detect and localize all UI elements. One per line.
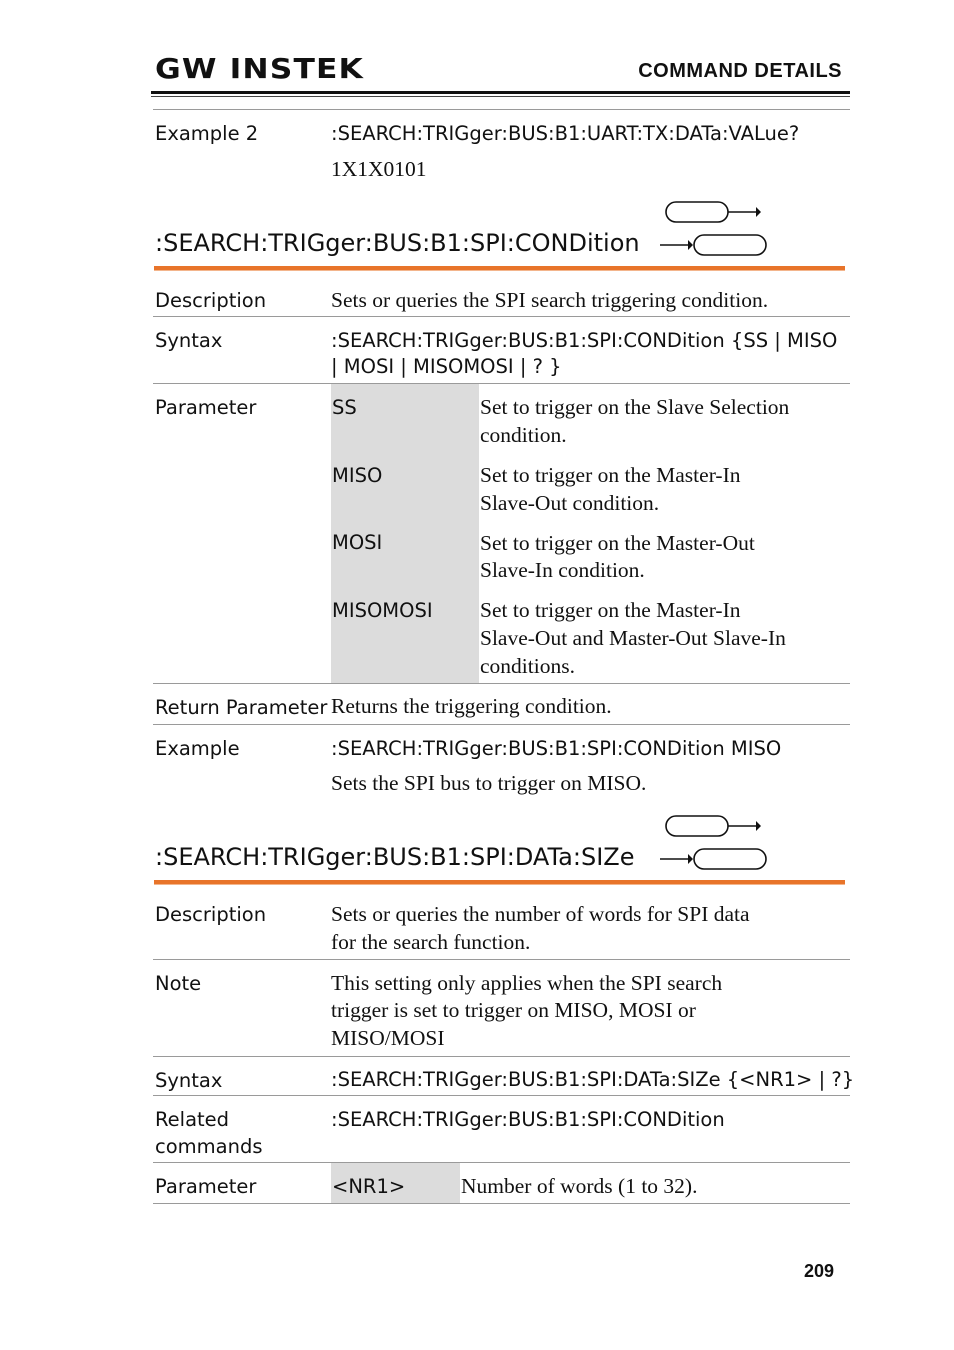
param-description: Set to trigger on the Slave Selection [480, 395, 790, 419]
divider [153, 1095, 850, 1096]
command-title-data-size: :SEARCH:TRIGger:BUS:B1:SPI:DATa:SIZe [155, 843, 635, 871]
param-description: Slave-Out and Master-Out Slave-In [480, 626, 786, 650]
param-description: Slave-In condition. [480, 558, 645, 582]
example-label: Example [155, 737, 240, 760]
divider [153, 1162, 850, 1163]
syntax-line-1: :SEARCH:TRIGger:BUS:B1:SPI:CONDition {SS | MISO [331, 329, 838, 352]
set-query-icons [660, 814, 770, 874]
parameter-label: Parameter [155, 1175, 257, 1198]
param-description: condition. [480, 423, 567, 447]
divider [153, 683, 850, 684]
related-command: :SEARCH:TRIGger:BUS:B1:SPI:CONDition [331, 1108, 725, 1131]
param-name: <NR1> [332, 1175, 406, 1198]
divider [153, 959, 850, 960]
note-text: This setting only applies when the SPI search [331, 971, 723, 995]
param-name: MISO [332, 464, 383, 487]
return-parameter-label: Return Parameter [155, 696, 328, 719]
description-text: Sets or queries the SPI search triggering condition. [331, 288, 769, 312]
set-command-icon [666, 816, 761, 836]
syntax-label: Syntax [155, 329, 223, 352]
title-underline-shadow [154, 884, 845, 885]
divider [153, 383, 850, 384]
divider [153, 1203, 850, 1204]
description-text: Sets or queries the number of words for SPI data [331, 902, 750, 926]
note-text: trigger is set to trigger on MISO, MOSI or [331, 998, 696, 1022]
section-header: COMMAND DETAILS [638, 60, 842, 82]
syntax-line-2: | MOSI | MISOMOSI | ? } [331, 355, 562, 378]
divider [153, 109, 850, 110]
page-number: 209 [803, 1261, 834, 1281]
header-rule-thick [151, 91, 850, 94]
example2-command: :SEARCH:TRIGger:BUS:B1:UART:TX:DATa:VALue? [331, 122, 800, 145]
description-text: for the search function. [331, 930, 531, 954]
example2-label: Example 2 [155, 122, 259, 145]
parameter-label: Parameter [155, 396, 257, 419]
param-name: SS [332, 396, 357, 419]
title-underline-shadow [154, 270, 845, 271]
example-command: :SEARCH:TRIGger:BUS:B1:SPI:CONDition MISO [331, 737, 782, 760]
note-text: MISO/MOSI [331, 1026, 445, 1050]
divider [153, 1056, 850, 1057]
param-description: Set to trigger on the Master-In [480, 598, 741, 622]
param-description: Set to trigger on the Master-Out [480, 531, 755, 555]
syntax-label: Syntax [155, 1069, 223, 1092]
query-command-icon [660, 849, 766, 869]
param-name: MOSI [332, 531, 383, 554]
param-description: Set to trigger on the Master-In [480, 463, 741, 487]
example2-response: 1X1X0101 [331, 157, 427, 181]
command-title-condition: :SEARCH:TRIGger:BUS:B1:SPI:CONDition [155, 229, 640, 257]
example-text: Sets the SPI bus to trigger on MISO. [331, 771, 647, 795]
param-name: MISOMOSI [332, 599, 433, 622]
query-command-icon [660, 235, 766, 255]
divider [153, 316, 850, 317]
related-label: commands [155, 1135, 263, 1158]
divider [153, 724, 850, 725]
syntax-text: :SEARCH:TRIGger:BUS:B1:SPI:DATa:SIZe {<NR1> | ?} [331, 1068, 855, 1091]
param-description: conditions. [480, 654, 575, 678]
description-label: Description [155, 903, 267, 926]
note-label: Note [155, 972, 202, 995]
brand-logo: GW INSTEK [155, 52, 364, 85]
set-query-icons [660, 200, 770, 260]
set-command-icon [666, 202, 761, 222]
param-description: Slave-Out condition. [480, 491, 660, 515]
param-description: Number of words (1 to 32). [461, 1174, 698, 1198]
related-label: Related [155, 1108, 230, 1131]
description-label: Description [155, 289, 267, 312]
header-rule-thin [151, 96, 850, 97]
return-parameter-text: Returns the triggering condition. [331, 694, 612, 718]
